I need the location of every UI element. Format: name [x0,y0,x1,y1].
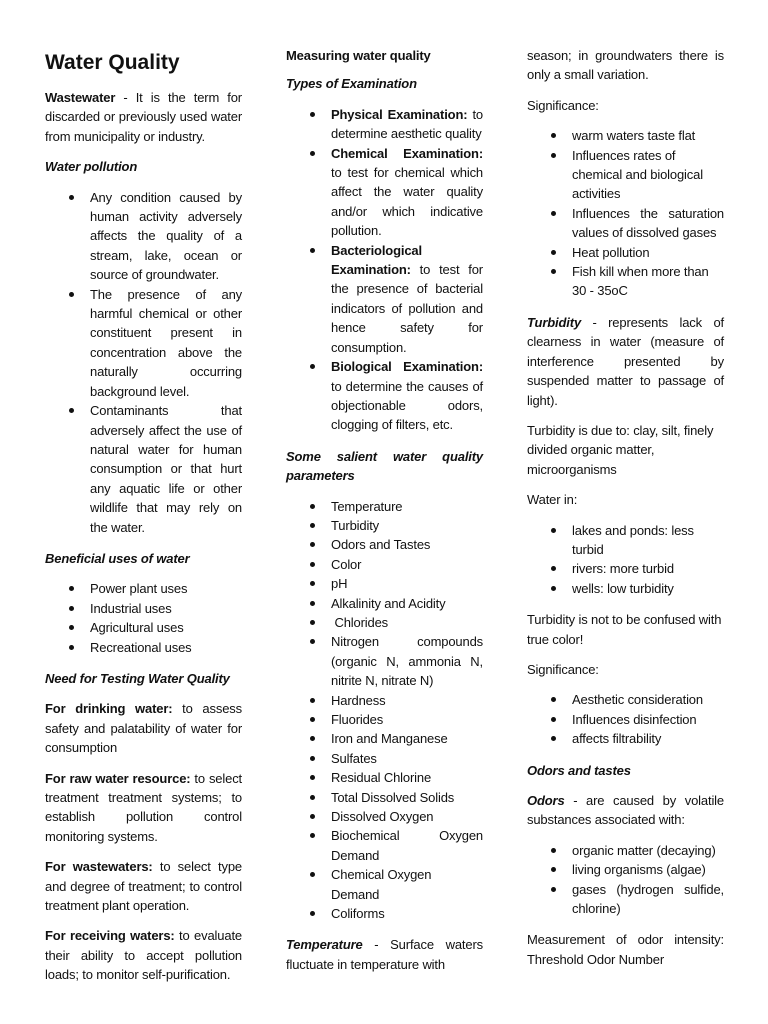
need-testing-heading: Need for Testing Water Quality [45,670,230,686]
list-item: affects filtrability [572,729,724,748]
list-item: Iron and Manganese [331,729,483,748]
need-text: to select treatment treatment systems; to establish pollution control monitoring systems. [45,770,243,844]
turbidity-text: - represents lack of clearness in water (measure of interference presented by suspended matter to passage of light). [527,314,724,408]
need-text: to select type and degree of treatment; to control treatment plant operation. [45,859,242,914]
need-label: For wastewaters: [45,859,153,875]
need-paragraph [45,926,242,984]
list-item: living organisms (algae) [572,860,724,879]
odors-list [527,841,724,919]
column-1 [45,46,242,996]
list-item: Influences the saturation values of dissolved gases [572,204,724,243]
list-item: Coliforms [331,904,483,923]
need-text: to evaluate their ability to accept pollution loads; to monitor self-purification. [45,928,243,983]
turbidity-significance-list [527,690,724,748]
exam-label: Biological Examination: [331,359,483,375]
parameters-heading: Some salient water quality parameters [286,448,483,484]
exam-label: Chemical Examination: [331,145,483,161]
list-item: Influences disinfection [572,710,724,729]
beneficial-uses-heading: Beneficial uses of water [45,550,190,566]
temperature-text: - Surface waters fluctuate in temperature with [286,937,483,972]
odors-definition [527,791,724,830]
wastewater-term: Wastewater [45,90,116,105]
turbidity-note: Turbidity is not to be confused with true color! [527,612,722,647]
water-pollution-list [45,188,242,537]
wastewater-definition [45,88,242,146]
list-item: Residual Chlorine [331,768,483,787]
list-item: Any condition caused by human activity adversely affects the quality of a stream, lake, ocean or source of groundwater. [90,188,242,285]
water-in-label: Water in: [527,492,578,508]
need-label: For drinking water: [45,701,173,717]
list-item: Industrial uses [90,599,242,618]
list-item: Chemical Oxygen Demand [331,865,483,904]
list-item: Biochemical Oxygen Demand [331,826,483,865]
need-paragraph [45,699,242,757]
list-item: Dissolved Oxygen [331,807,483,826]
need-label: For raw water resource: [45,770,191,786]
need-text: to assess safety and palatability of water for consumption [45,701,242,756]
turbidity-term: Turbidity [527,314,582,330]
significance-label: Significance: [527,661,599,677]
parameters-list [286,497,483,924]
odors-term: Odors [527,793,565,808]
exam-text: to test for the presence of bacterial indicators of pollution and hence safety for consumption. [331,262,483,355]
temperature-paragraph [286,935,483,974]
need-paragraph [45,769,242,847]
wastewater-text: - It is the term for discarded or previously used water from municipality or industry. [45,90,242,144]
list-item [331,105,483,144]
list-item: organic matter (decaying) [572,841,724,860]
list-item: Agricultural uses [90,618,242,637]
list-item: pH [331,574,483,593]
list-item: warm waters taste flat [572,126,724,145]
exam-text: to determine the causes of objectionable odors, clogging of filters, etc. [331,378,483,433]
temperature-term: Temperature [286,937,363,953]
list-item: Power plant uses [90,579,242,598]
need-paragraph [45,857,242,915]
list-item [331,144,483,241]
list-item [331,357,483,435]
exam-label: Physical Examination: [331,106,468,122]
list-item: Aesthetic consideration [572,690,724,709]
odor-measurement: Measurement of odor intensity: Threshold Odor Number [527,932,724,967]
list-item: Chlorides [331,613,483,632]
types-of-examination-heading: Types of Examination [286,76,417,92]
list-item: Fish kill when more than 30 - 35oC [572,262,724,301]
list-item: Turbidity [331,516,483,535]
list-item [331,241,483,357]
turbidity-causes: Turbidity is due to: clay, silt, finely divided organic matter, microorganisms [527,422,714,477]
list-item: Contaminants that adversely affect the use of natural water for human consumption or that hurt any aquatic life or other wildlife that may rely on the water. [90,401,242,537]
water-pollution-heading: Water pollution [45,159,138,175]
temperature-continued: season; in groundwaters there is only a small variation. [527,48,724,83]
temperature-significance-list [527,126,724,301]
odors-tastes-heading: Odors and tastes [527,762,631,778]
exam-label: Bacteriological Examination: [331,242,422,278]
list-item: Fluorides [331,710,483,729]
exam-text: to test for chemical which affect the water quality and/or which indicative pollution. [331,165,483,239]
page-title: Water Quality [45,51,180,74]
list-item: The presence of any harmful chemical or other constituent present in concentration above the naturally occurring background level. [90,285,242,401]
measuring-heading: Measuring water quality [286,48,431,63]
list-item: Color [331,555,483,574]
list-item: Alkalinity and Acidity [331,594,483,613]
list-item: gases (hydrogen sulfide, chlorine) [572,880,724,919]
list-item: Temperature [331,497,483,516]
list-item: Hardness [331,691,483,710]
need-label: For receiving waters: [45,928,175,944]
list-item: Heat pollution [572,243,724,262]
column-3 [527,46,724,980]
water-in-list [527,521,724,599]
exam-text: to determine aesthetic quality [331,106,483,142]
list-item: rivers: more turbid [572,559,724,578]
examination-list [286,105,483,435]
list-item: Odors and Tastes [331,535,483,554]
list-item: Recreational uses [90,638,242,657]
turbidity-definition [527,313,724,410]
odors-text: - are caused by volatile substances associated with: [527,793,724,828]
list-item: Influences rates of chemical and biological activities [572,146,724,204]
list-item: lakes and ponds: less turbid [572,521,724,560]
list-item: Nitrogen compounds (organic N, ammonia N, nitrite N, nitrate N) [331,632,483,690]
column-2 [286,46,483,985]
list-item: Total Dissolved Solids [331,788,483,807]
beneficial-uses-list [45,579,242,657]
significance-label: Significance: [527,97,599,113]
list-item: Sulfates [331,749,483,768]
list-item: wells: low turbidity [572,579,724,598]
